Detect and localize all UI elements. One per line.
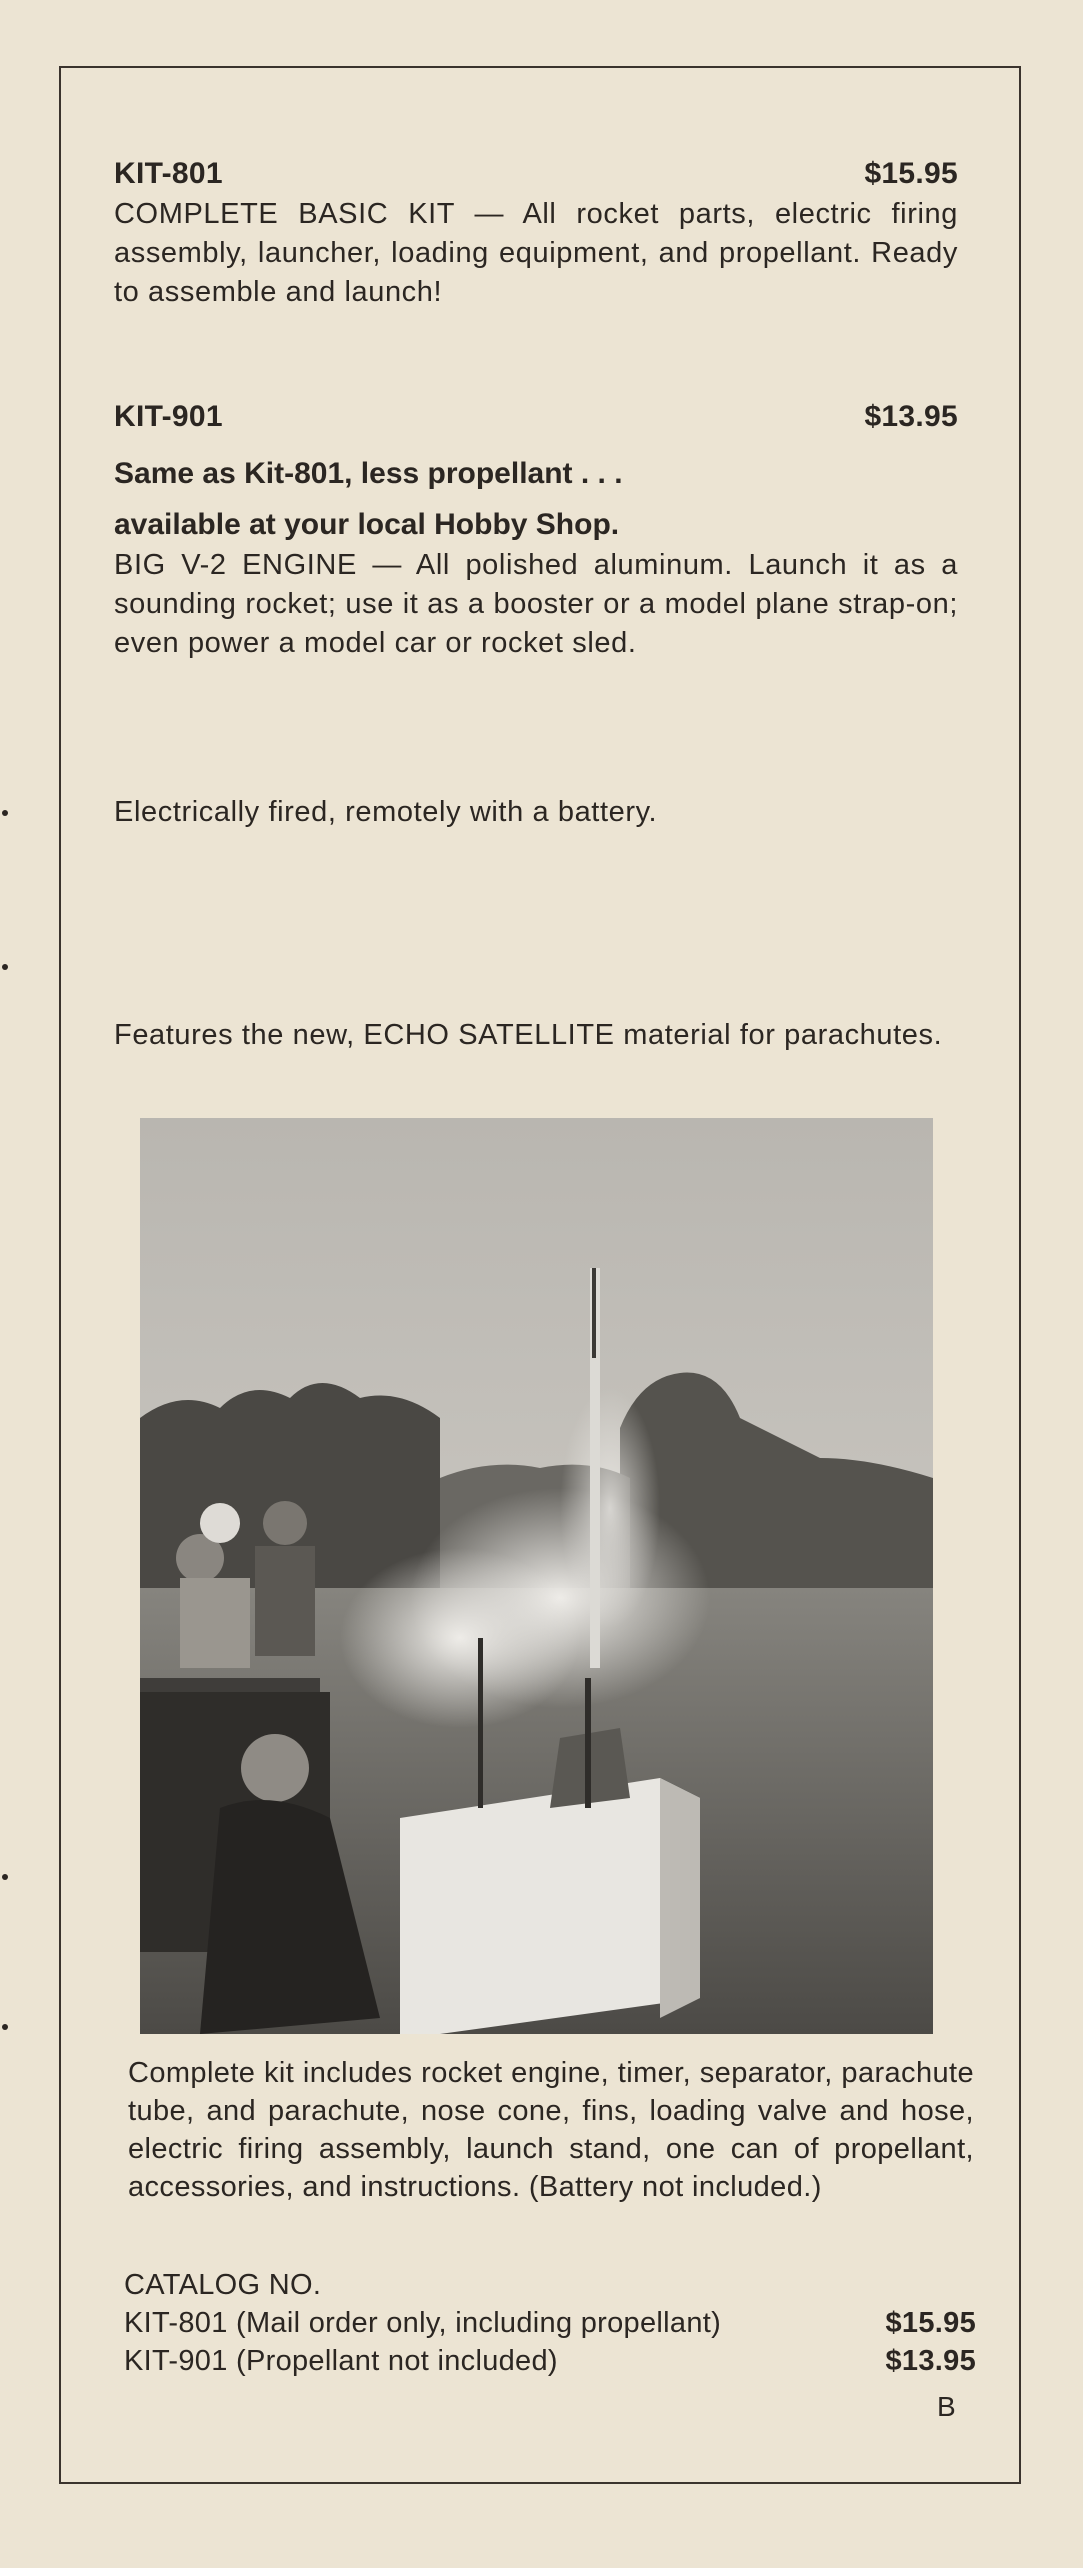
kit-901-note-1: Same as Kit-801, less propellant . . . xyxy=(114,457,623,490)
catalog-row-label: KIT-801 (Mail order only, including propellant) xyxy=(124,2307,722,2339)
kit-801-description: COMPLETE BASIC KIT — All rocket parts, electric firing assembly, launcher, loading equipment, and propellant. Ready to assemble and launch! xyxy=(114,198,958,308)
catalog-row xyxy=(124,2342,976,2380)
catalog-section xyxy=(124,2266,976,2380)
kit-901-note-2: available at your local Hobby Shop. xyxy=(114,508,620,541)
catalog-row xyxy=(124,2304,976,2342)
launch-photo-illustration xyxy=(140,1118,933,2034)
kit-901-description: BIG V-2 ENGINE — All polished aluminum. Launch it as a sounding rocket; use it as a booster or a model plane strap-on; even power a model car or rocket sled. xyxy=(114,549,958,659)
photo-caption: Complete kit includes rocket engine, timer, separator, parachute tube, and parachute, nose cone, fins, loading valve and hose, electric firing assembly, launch stand, one can of propellant, accessories, and instructions. (Battery not included.) xyxy=(128,2057,974,2203)
kit-901-section xyxy=(114,399,958,663)
page-letter: B xyxy=(937,2391,956,2422)
feature-fired: Electrically fired, remotely with a battery. xyxy=(114,796,658,828)
catalog-heading: CATALOG NO. xyxy=(124,2269,322,2301)
kit-801-price: $15.95 xyxy=(864,157,958,190)
binding-hole xyxy=(2,1874,8,1880)
binding-hole xyxy=(2,2024,8,2030)
kit-801-section xyxy=(114,156,958,312)
kit-901-code: KIT-901 xyxy=(114,400,223,433)
feature-parachute: Features the new, ECHO SATELLITE material for parachutes. xyxy=(114,1019,943,1051)
binding-hole xyxy=(2,964,8,970)
launch-photo xyxy=(140,1118,933,2034)
kit-801-code: KIT-801 xyxy=(114,157,223,190)
catalog-row-price: $13.95 xyxy=(885,2345,976,2377)
kit-801-header xyxy=(114,156,958,192)
kit-901-price: $13.95 xyxy=(864,400,958,433)
catalog-row-label: KIT-901 (Propellant not included) xyxy=(124,2345,558,2377)
binding-hole xyxy=(2,810,8,816)
kit-901-header xyxy=(114,399,958,435)
catalog-row-price: $15.95 xyxy=(885,2307,976,2339)
